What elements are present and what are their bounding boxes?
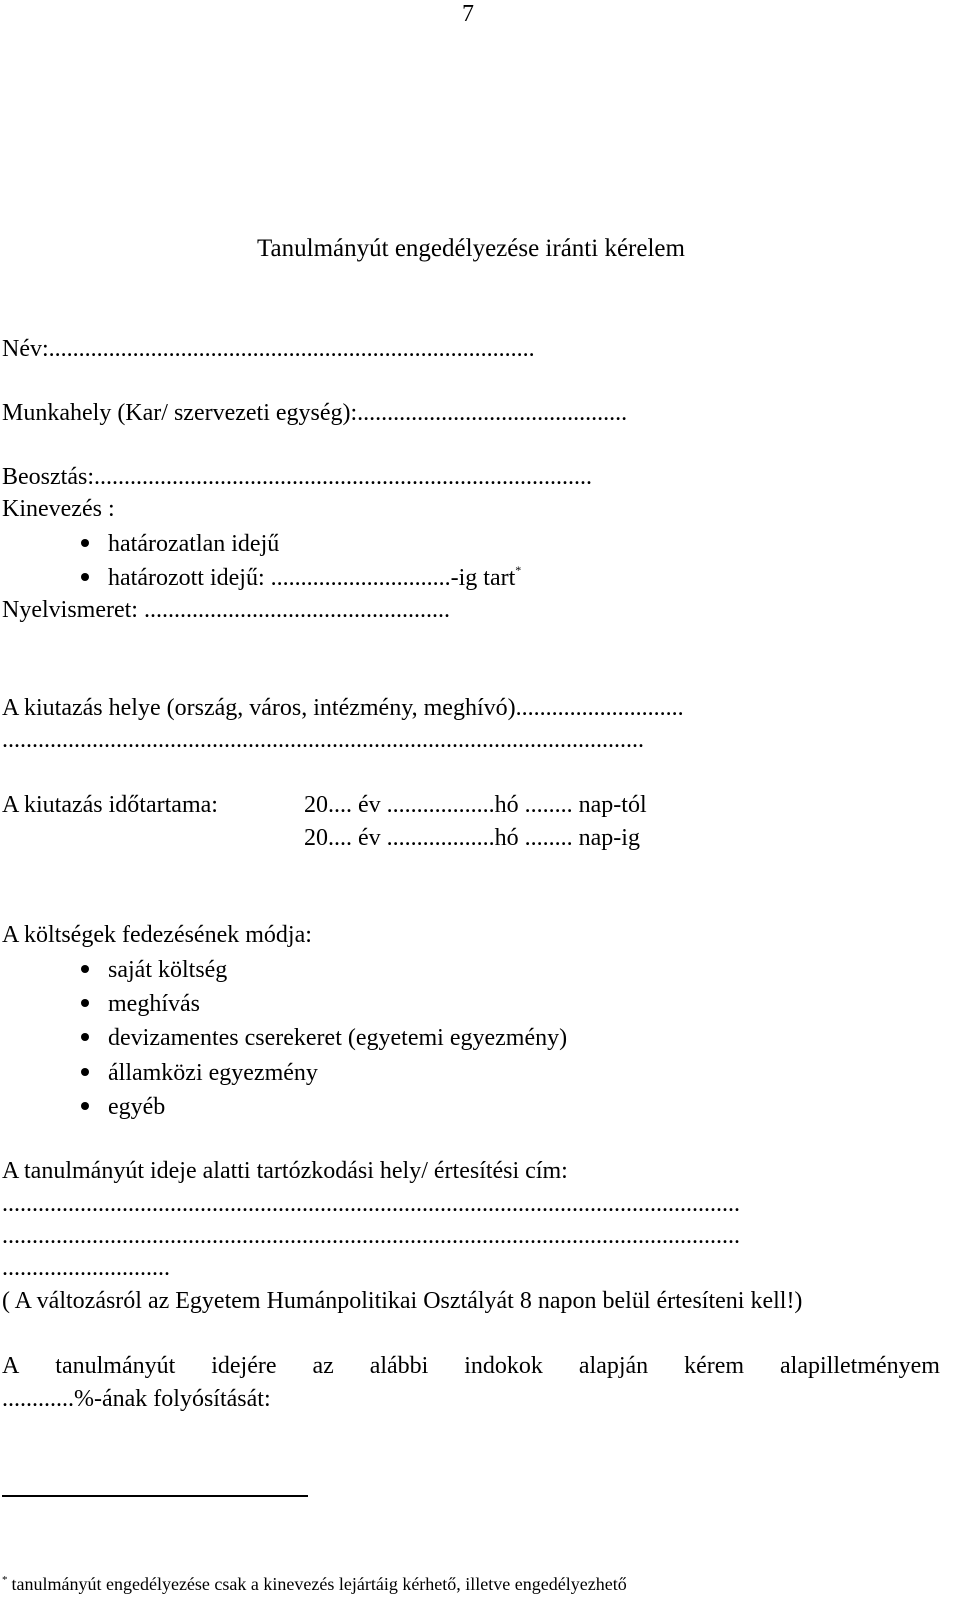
footnote-divider <box>2 1495 308 1497</box>
duration-from: 20.... év ..................hó ........ nap-tól <box>304 792 647 818</box>
word: alábbi <box>369 1353 429 1379</box>
word: idejére <box>211 1353 277 1379</box>
change-notice: ( A változásról az Egyetem Humánpolitikai Osztályát 8 napon belül értesíteni kell!) <box>2 1288 803 1314</box>
address-line: ............................ <box>2 1255 170 1281</box>
page-number: 7 <box>462 1 474 27</box>
footnote-marker: * <box>2 1574 8 1586</box>
bullet-icon <box>81 965 89 973</box>
salary-request-line <box>2 1354 940 1378</box>
word: alapilletményem <box>780 1353 940 1379</box>
word: A <box>2 1353 20 1379</box>
option-label: határozott idejű: ..............................-ig tart <box>108 565 516 591</box>
word: az <box>312 1353 334 1379</box>
footnote-marker: * <box>515 563 522 577</box>
duration-to: 20.... év ..................hó ........ nap-ig <box>304 825 640 851</box>
word: alapján <box>578 1353 649 1379</box>
footnote <box>2 1575 627 1593</box>
address-heading: A tanulmányút ideje alatti tartózkodási hely/ értesítési cím: <box>2 1158 568 1184</box>
language-field: Nyelvismeret: ................................................... <box>2 597 450 623</box>
cost-option <box>81 992 200 1016</box>
footnote-text: tanulmányút engedélyezése csak a kinevezés lejártáig kérhető, illetve engedélyezhető <box>11 1574 627 1594</box>
name-field: Név:................................................................................. <box>2 336 535 362</box>
cost-option <box>81 1026 567 1050</box>
cost-option <box>81 958 227 982</box>
word: indokok <box>464 1353 543 1379</box>
bullet-icon <box>81 539 89 547</box>
option-label: saját költség <box>108 957 228 983</box>
word: tanulmányút <box>55 1353 176 1379</box>
duration-label: A kiutazás időtartama: <box>2 792 218 818</box>
position-field: Beosztás:................................................................................... <box>2 464 592 490</box>
cost-option <box>81 1061 318 1085</box>
page-title: Tanulmányút engedélyezése iránti kérelem <box>257 235 685 262</box>
bullet-icon <box>81 1102 89 1110</box>
option-label: határozatlan idejű <box>108 531 280 557</box>
bullet-icon <box>81 1068 89 1076</box>
option-label: devizamentes cserekeret (egyetemi egyezmény) <box>108 1025 568 1051</box>
word: kérem <box>684 1353 745 1379</box>
appointment-label: Kinevezés : <box>2 496 115 522</box>
option-label: meghívás <box>108 991 200 1017</box>
option-label: egyéb <box>108 1094 166 1120</box>
appointment-option-fixed <box>81 563 522 591</box>
costs-heading: A költségek fedezésének módja: <box>2 922 312 948</box>
travel-place-continuation: ........................................................................................................... <box>2 727 644 753</box>
bullet-icon <box>81 999 89 1007</box>
bullet-icon <box>81 573 89 581</box>
address-line: ........................................................................................................................... <box>2 1223 740 1249</box>
cost-option <box>81 1095 165 1119</box>
bullet-icon <box>81 1033 89 1041</box>
salary-percentage-line: ............%-ának folyósítását: <box>2 1386 271 1412</box>
workplace-field: Munkahely (Kar/ szervezeti egység):............................................. <box>2 400 628 426</box>
appointment-option-indefinite <box>81 532 279 556</box>
travel-place-field: A kiutazás helye (ország, város, intézmény, meghívó)............................ <box>2 695 684 721</box>
address-line: ........................................................................................................................... <box>2 1191 740 1217</box>
option-label: államközi egyezmény <box>108 1060 318 1086</box>
